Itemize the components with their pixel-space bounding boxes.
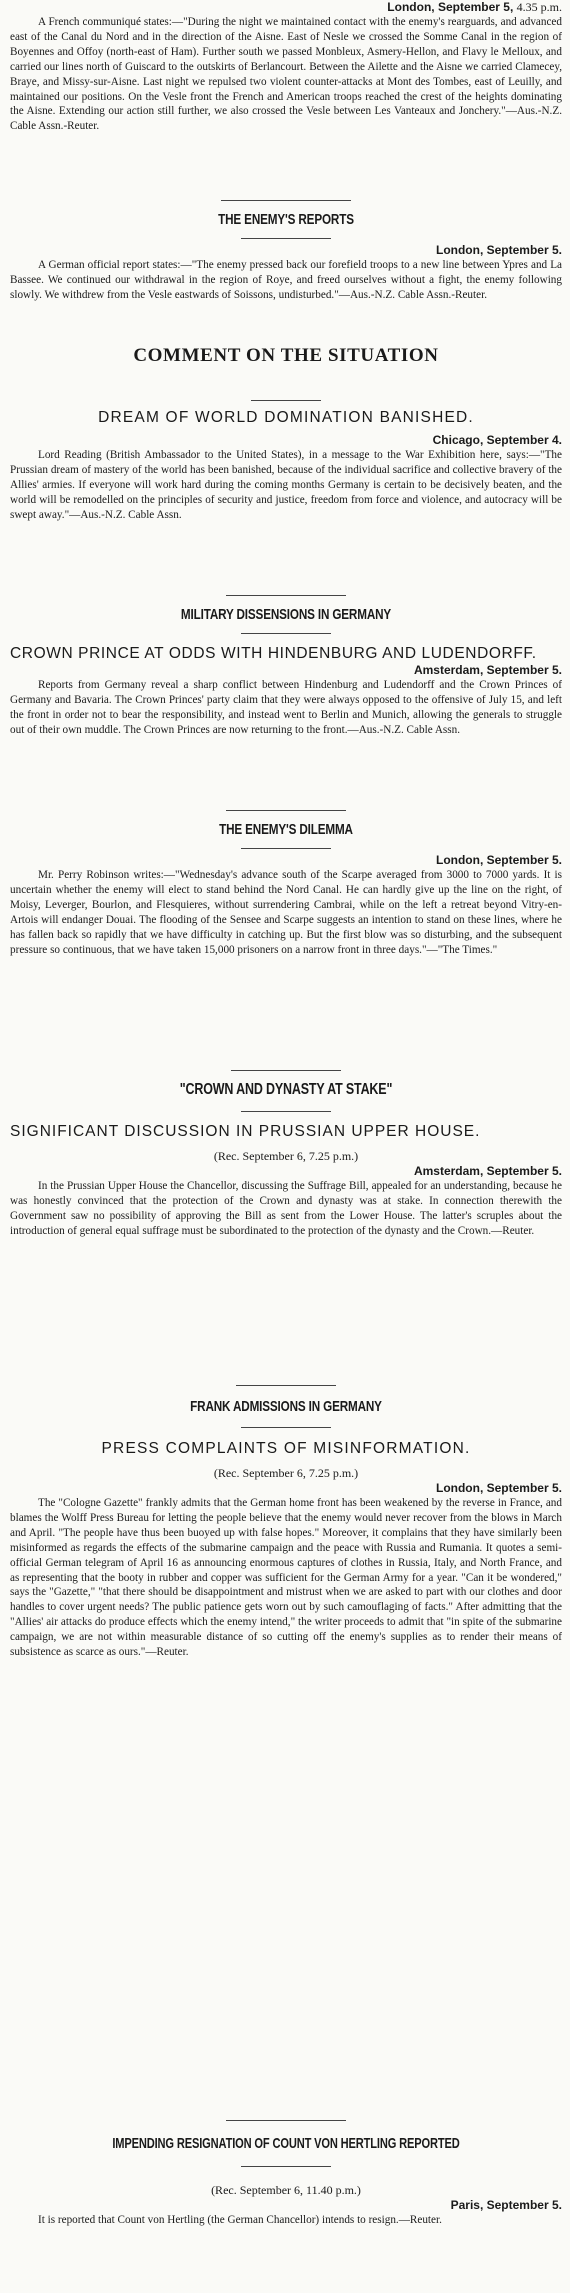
dateline: Chicago, September 4. — [432, 433, 562, 447]
divider — [241, 848, 331, 849]
divider — [226, 2120, 346, 2121]
article-body: Lord Reading (British Ambassador to the United States), in a message to the War Exhibition here, says:—"The Prussian dream of mastery of the world has been banished, because of the individual sacrifice and collective bravery of the Allies' armies. If everyone will work hard during the coming months Germany is certain to be decisively beaten, and the world will be remodelled on the principles of security and justice, freedom from force and violence, and autocracy will be swept away."—Aus.-N.Z. Cable Assn. — [10, 449, 562, 521]
divider — [226, 595, 346, 596]
divider — [236, 1385, 336, 1386]
article-body: In the Prussian Upper House the Chancellor, discussing the Suffrage Bill, appealed for an understanding, because he was honestly convinced that the protection of the Crown and dynasty was at stake. In connection therewith the Government saw no possibility of approving the Bill as sent from the Lower House. The latter's scruples about the introduction of general equal suffrage must be subordinated to the protection of the dynasty and the Crown.—Reuter. — [10, 1180, 562, 1237]
article-body: The "Cologne Gazette" frankly admits that the German home front has been weakened by the reverse in France, and blames the Wolff Press Bureau for letting the people believe that the enemy would never recover from the blows in March and April. "The people have thus been buoyed up with false hopes." Moreover, it complains that they have similarly been misinformed as regards the effects of the submarine campaign and the peace with Russia and Rumania. It quotes a semi-official German telegram of April 16 as announcing enormous captures of clothes in Russia, Italy, and North France, and as representing that the booty in rubber and copper was sufficient for the German Army for a year. "Can it be wondered," says the "Gazette," "that there should be disappointment and mistrust when we are asked to part with our clothes and door handles to cover urgent needs? The public patience gets worn out by such camouflaging of facts." After admitting that the "Allies' air attacks do produce effects which the enemy intend," the writer proceeds to admit that "in spite of the submarine campaign, we are not within measurable distance of so cutting off the enemy's supplies as to render their means of subsistence as scarce as ours."—Reuter. — [10, 1497, 562, 1659]
article-body: A French communiqué states:—"During the night we maintained contact with the enemy's rearguards, and advanced east of the Canal du Nord and in the direction of the Aisne. East of Nesle we crossed the Somme Canal in the region of Boyennes and Offoy (north-east of Ham). Further south we passed Monbleux, Asmery-Hellon, and Flavy le Melloux, and carried our lines north of Guiscard to the outskirts of Berlancourt. Between the Ailette and the Aisne we carried Clamecey, Braye, and Missy-sur-Aisne. Last night we repulsed two violent counter-attacks at Mont des Tombes, east of Leuilly, and maintained our positions. On the Vesle front the French and American troops reached the crest of the heights dominating the Aisne. Extending our action still further, we also crossed the Vesle between Les Vanteaux and Jonchery."—Aus.-N.Z. Cable Assn.-Reuter. — [10, 16, 562, 133]
divider — [241, 2166, 331, 2167]
article-frank-admissions — [10, 1385, 562, 1660]
received-note: (Rec. September 6, 11.40 p.m.) — [211, 2183, 361, 2197]
headline: DREAM OF WORLD DOMINATION BANISHED. — [98, 409, 474, 426]
dateline: London, September 5. — [435, 1481, 562, 1495]
article-body: Mr. Perry Robinson writes:—"Wednesday's advance south of the Scarpe averaged from 3000 to 7000 yards. It is uncertain whether the enemy will elect to stand behind the Nord Canal. He can hardly give up the line on the right, of Moisy, Leverger, Bourlon, and Flesquieres, without surrendering Cambrai, while on the left a retreat beyond Vitry-en-Artois will endanger Douai. The flooding of the Sensee and Scarpe suggests an intention to stand on these lines, where he has fallen back so rapidly that we have difficulty in catching up. But the first blow was so disturbing, and the subsequent pressure so continuous, that we have taken 15,000 prisoners on a narrow front in three days."—"The Times." — [10, 869, 562, 956]
headline: FRANK ADMISSIONS IN GERMANY — [190, 1398, 382, 1415]
headline: THE ENEMY'S DILEMMA — [219, 821, 353, 838]
dateline-place: London, September 5, — [387, 0, 514, 14]
divider — [241, 1111, 331, 1112]
dateline — [10, 0, 562, 15]
divider — [231, 1070, 341, 1071]
dateline-time: 4.35 p.m. — [516, 0, 562, 14]
subheadline: SIGNIFICANT DISCUSSION IN PRUSSIAN UPPER HOUSE. — [10, 1123, 481, 1140]
divider — [226, 810, 346, 811]
divider — [241, 1427, 331, 1428]
received-note: (Rec. September 6, 7.25 p.m.) — [213, 1149, 359, 1163]
dateline: London, September 5. — [435, 853, 562, 867]
article-enemy-dilemma — [10, 810, 562, 957]
divider — [241, 633, 331, 634]
divider — [221, 200, 351, 201]
article-body: Reports from Germany reveal a sharp conflict between Hindenburg and Ludendorff and the Crown Princes of Germany and Bavaria. The Crown Princes' party claim that they were always opposed to the offensive of July 15, and left the front in order not to bear the responsibility, and instead went to Berlin and Munich, allowing the generals to struggle out of their own muddle. The Crown Princes are now returning to the front.—Aus.-N.Z. Cable Assn. — [10, 679, 562, 736]
article-enemy-reports — [10, 200, 562, 303]
dateline: London, September 5. — [435, 243, 562, 257]
dateline: Paris, September 5. — [450, 2198, 562, 2212]
article-body: A German official report states:—"The enemy pressed back our forefield troops to a new line between Ypres and La Bassee. We continued our withdrawal in the region of Roye, and freed ourselves without a fight, the enemy following slowly. We withdrew from the Vesle eastwards of Soissons, undisturbed."—Aus.-N.Z. Cable Assn.-Reuter. — [10, 259, 562, 301]
article-hertling-resignation — [10, 2120, 562, 2228]
headline: IMPENDING RESIGNATION OF COUNT VON HERTLING REPORTED — [112, 2135, 460, 2152]
subheadline: PRESS COMPLAINTS OF MISINFORMATION. — [101, 1440, 471, 1457]
article-world-domination — [10, 400, 562, 523]
article-military-dissensions — [10, 595, 562, 738]
divider — [241, 238, 331, 239]
subheadline: CROWN PRINCE AT ODDS WITH HINDENBURG AND LUDENDORFF. — [10, 645, 537, 662]
headline: MILITARY DISSENSIONS IN GERMANY — [180, 606, 392, 623]
section-heading: COMMENT ON THE SITUATION — [133, 345, 439, 366]
divider — [251, 400, 321, 401]
article-french-communique — [10, 0, 562, 134]
headline: "CROWN AND DYNASTY AT STAKE" — [179, 1081, 393, 1098]
dateline: Amsterdam, September 5. — [413, 663, 562, 677]
received-note: (Rec. September 6, 7.25 p.m.) — [213, 1466, 359, 1480]
section-comment — [10, 345, 562, 367]
article-crown-dynasty — [10, 1070, 562, 1239]
dateline: Amsterdam, September 5. — [413, 1164, 562, 1178]
headline: THE ENEMY'S REPORTS — [218, 211, 354, 228]
article-body: It is reported that Count von Hertling (the German Chancellor) intends to resign.—Reuter. — [38, 2214, 442, 2226]
